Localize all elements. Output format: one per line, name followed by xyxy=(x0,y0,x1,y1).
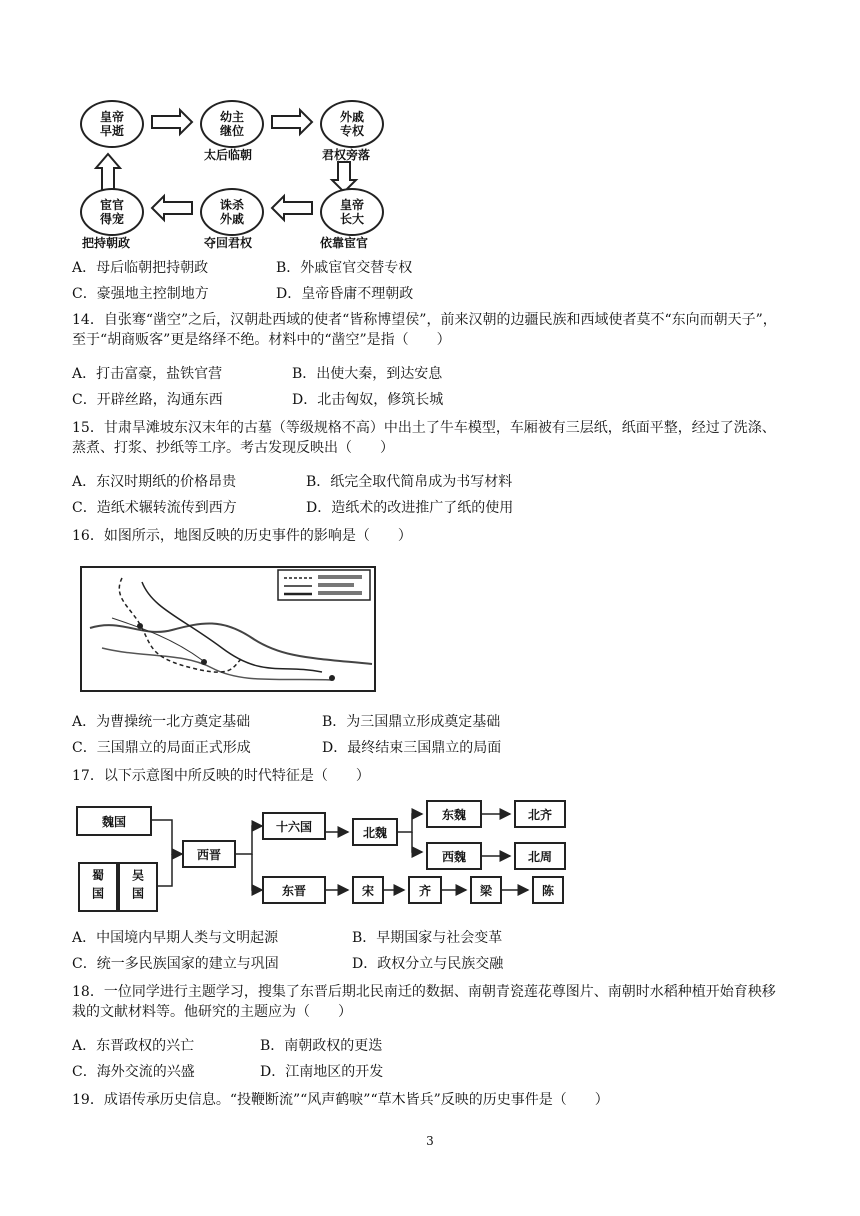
q15-option-d: D．造纸术的改进推广了纸的使用 xyxy=(306,500,514,516)
q17-option-b: B．早期国家与社会变革 xyxy=(352,930,503,946)
legend-text-mark xyxy=(318,583,354,587)
node-eunuch-favored: 宦官得宠 xyxy=(80,188,144,236)
q18-option-d: D．江南地区的开发 xyxy=(260,1064,384,1080)
q14-option-d: D．北击匈奴，修筑长城 xyxy=(292,392,444,408)
box-eastern-jin: 东晋 xyxy=(262,876,326,904)
node-consort-kin-power: 外戚专权 xyxy=(320,100,384,148)
box-northern-qi: 北齐 xyxy=(514,800,566,828)
q13-option-b: B．外戚宦官交替专权 xyxy=(276,260,413,276)
box-northern-wei: 北魏 xyxy=(352,818,398,846)
arrow-right-1 xyxy=(152,110,192,134)
q13-option-a: A．母后临朝把持朝政 xyxy=(72,260,209,276)
q18-option-a: A．东晋政权的兴亡 xyxy=(72,1038,195,1054)
q14-stem: 14．自张骞“凿空”之后，汉朝赴西域的使者“皆称博望侯”，前来汉朝的边疆民族和西域使者莫不“东向而朝天子”，至于“胡商贩客”更是络绎不绝。材料中的“凿空”是指（ ） xyxy=(72,312,777,348)
node-kill-consort-kin: 诛杀外戚 xyxy=(200,188,264,236)
map-drawing xyxy=(82,568,374,690)
city-marker xyxy=(137,623,143,629)
node-young-heir: 幼主继位 xyxy=(200,100,264,148)
node-emperor-grown: 皇帝长大 xyxy=(320,188,384,236)
city-marker xyxy=(201,659,207,665)
box-shu: 蜀国 xyxy=(78,862,118,912)
q14-option-b: B．出使大秦，到达安息 xyxy=(292,366,443,382)
node-emperor-early-death: 皇帝早逝 xyxy=(80,100,144,148)
box-wu: 吴国 xyxy=(118,862,158,912)
q17-option-d: D．政权分立与民族交融 xyxy=(352,956,504,972)
q15-option-a: A．东汉时期纸的价格昂贵 xyxy=(72,474,237,490)
q17-option-c: C．统一多民族国家的建立与巩固 xyxy=(72,956,279,972)
q18-stem: 18．一位同学进行主题学习，搜集了东晋后期北民南迁的数据、南朝青瓷莲花尊图片、南朝时水稻种植开始育秧移栽的文献材料等。他研究的主题应为（ ） xyxy=(72,984,776,1020)
q15-option-c: C．造纸术辗转流传到西方 xyxy=(72,500,237,516)
box-qi: 齐 xyxy=(408,876,442,904)
q15-option-b: B．纸完全取代简帛成为书写材料 xyxy=(306,474,513,490)
caption-rely-eunuchs: 依靠宦官 xyxy=(320,236,369,250)
q15-stem: 15．甘肃旱滩坡东汉末年的古墓（等级规格不高）中出土了牛车模型，车厢被有三层纸，纸面平整，经过了洗涤、蒸煮、打浆、抄纸等工序。考古发现反映出（ ） xyxy=(72,420,776,456)
q17-stem: 17．以下示意图中所反映的时代特征是（ ） xyxy=(72,768,370,784)
q18-option-b: B．南朝政权的更迭 xyxy=(260,1038,383,1054)
q17-option-a: A．中国境内早期人类与文明起源 xyxy=(72,930,279,946)
river-path xyxy=(102,648,332,680)
q13-option-c: C．豪强地主控制地方 xyxy=(72,286,209,302)
q16-option-d: D．最终结束三国鼎立的局面 xyxy=(322,740,502,756)
caption-power-lost: 君权旁落 xyxy=(322,148,371,162)
box-northern-zhou: 北周 xyxy=(514,842,566,870)
box-liang: 梁 xyxy=(470,876,502,904)
caption-regain-power: 夺回君权 xyxy=(204,236,253,250)
city-marker xyxy=(329,675,335,681)
q16-option-c: C．三国鼎立的局面正式形成 xyxy=(72,740,251,756)
q16-option-b: B．为三国鼎立形成奠定基础 xyxy=(322,714,501,730)
box-western-jin: 西晋 xyxy=(182,840,236,868)
box-eastern-wei: 东魏 xyxy=(426,800,482,828)
campaign-map xyxy=(80,566,376,692)
box-sixteen-kingdoms: 十六国 xyxy=(262,812,326,840)
q14-option-a: A．打击富豪，盐铁官营 xyxy=(72,366,223,382)
box-wei: 魏国 xyxy=(76,806,152,836)
box-western-wei: 西魏 xyxy=(426,842,482,870)
arrow-up xyxy=(96,154,120,190)
q13-option-d: D．皇帝昏庸不理朝政 xyxy=(276,286,414,302)
q16-stem: 16．如图所示，地图反映的历史事件的影响是（ ） xyxy=(72,528,412,544)
caption-empress-dowager: 太后临朝 xyxy=(204,148,253,162)
caption-control-court: 把持朝政 xyxy=(82,236,131,250)
q19-stem: 19．成语传承历史信息。“投鞭断流”“风声鹤唳”“草木皆兵”反映的历史事件是（ ） xyxy=(72,1092,609,1108)
page-number: 3 xyxy=(426,1134,434,1148)
legend-text-mark xyxy=(318,591,362,595)
q14-option-c: C．开辟丝路，沟通东西 xyxy=(72,392,223,408)
arrow-left-1 xyxy=(272,196,312,220)
river-path xyxy=(90,623,372,664)
box-song: 宋 xyxy=(352,876,384,904)
arrow-left-2 xyxy=(152,196,192,220)
q18-option-c: C．海外交流的兴盛 xyxy=(72,1064,195,1080)
box-chen: 陈 xyxy=(532,876,564,904)
legend-text-mark xyxy=(318,575,362,579)
dynasty-flow-diagram xyxy=(72,798,572,918)
arrow-right-2 xyxy=(272,110,312,134)
cycle-diagram xyxy=(76,96,396,248)
q16-option-a: A．为曹操统一北方奠定基础 xyxy=(72,714,251,730)
